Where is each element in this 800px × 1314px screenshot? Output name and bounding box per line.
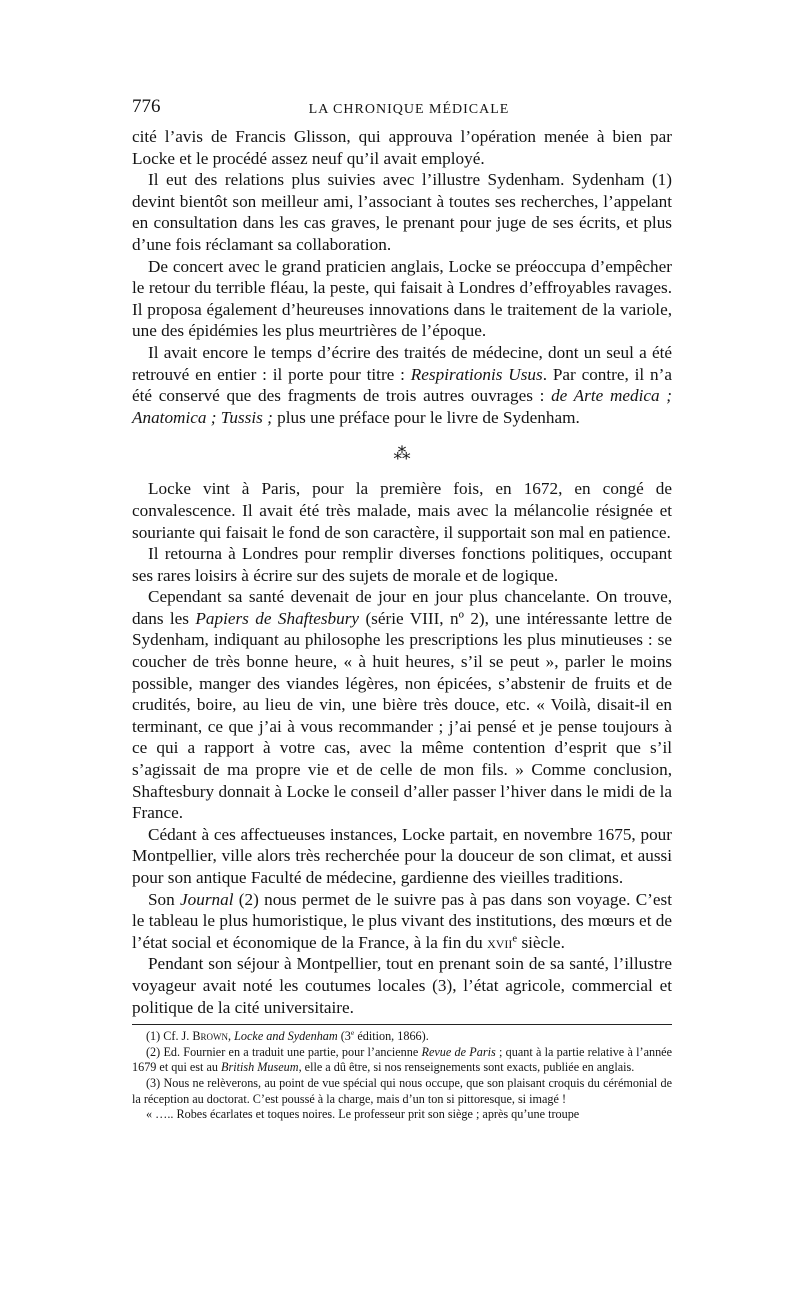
text-segment: De concert avec le grand praticien anglais, Locke se préoccupa d’empêcher le retour du terrible fléau, la peste, qui faisait à Londres d’effroyables ravages. Il proposa également d’heureuses innovations dans le traitement de la variole, une des épidémies les plus meurtrières de l’époque. bbox=[132, 256, 672, 341]
text-segment: e bbox=[350, 1028, 355, 1038]
text-segment: Il eut des relations plus suivies avec l’illustre Sydenham. Sydenham (1) devint bientôt son meilleur ami, l’associant à toutes ses recherches, l’appelant en consultation dans les cas graves, le prenant pour juge de ses écrits, et plus d’une fois réclamant sa collaboration. bbox=[132, 170, 672, 254]
text-segment: Cependant sa santé devenait de jour en jour plus chancelante. On trouve, dans les bbox=[132, 587, 672, 628]
footnote bbox=[132, 1107, 672, 1123]
paragraph bbox=[132, 824, 672, 889]
text-segment: ; quant à la partie relative à l’année 1679 et qui est au bbox=[132, 1044, 672, 1075]
text-segment: , bbox=[228, 1029, 235, 1044]
text-segment: (1) Cf. J. bbox=[146, 1029, 193, 1044]
text-segment: (3 bbox=[337, 1029, 351, 1044]
footnotes bbox=[132, 1029, 672, 1123]
body-text-bottom bbox=[132, 478, 672, 1018]
text-segment: e bbox=[512, 933, 518, 945]
running-title: LA CHRONIQUE MÉDICALE bbox=[308, 102, 510, 117]
text-segment: de Arte medica ; Anatomica ; Tussis ; bbox=[132, 386, 672, 427]
asterism: ⁂ bbox=[393, 444, 411, 464]
text-segment: cité l’avis de Francis Glisson, qui approuva l’opération menée à bien par Locke et le procédé assez neuf qu’il avait employé. bbox=[132, 127, 672, 168]
paragraph bbox=[132, 256, 672, 342]
text-segment: Il avait encore le temps d’écrire des traités de médecine, dont un seul a été retrouvé en entier : il porte pour titre : bbox=[132, 342, 672, 384]
paragraph bbox=[132, 953, 672, 1018]
text-segment: (3) Nous ne relèverons, au point de vue spécial qui nous occupe, que son plaisant croquis du cérémonial de la réception au doctorat. C’est poussé à la charge, mais d’un ton si pittoresque, si imagé ! bbox=[132, 1075, 672, 1106]
paragraph bbox=[132, 478, 672, 543]
text-segment: Locke vint à Paris, pour la première fois, en 1672, en congé de convalescence. Il avait été très malade, mais avec la mélancolie résignée et souriante qui faisait le fond de son caractère, il supportait son mal en patience. bbox=[132, 479, 672, 542]
footnote bbox=[132, 1076, 672, 1107]
text-segment: Brown bbox=[192, 1029, 229, 1044]
page-header bbox=[132, 96, 672, 126]
text-segment: plus une préface pour le livre de Sydenham. bbox=[272, 407, 580, 427]
text-segment: Respirationis Usus bbox=[410, 364, 543, 384]
paragraph bbox=[132, 126, 672, 169]
paragraph bbox=[132, 889, 672, 954]
text-segment: Pendant son séjour à Montpellier, tout en prenant soin de sa santé, l’illustre voyageur avait noté les coutumes locales (3), l’état agricole, commercial et politique de la cité universitaire. bbox=[132, 954, 672, 1017]
text-segment: (2) Ed. Fournier en a traduit une partie, pour l’ancienne bbox=[146, 1044, 422, 1059]
text-segment: , elle a dû être, si nos renseignements sont exacts, publiée en anglais. bbox=[298, 1060, 635, 1075]
text-segment: Cédant à ces affectueuses instances, Locke partait, en novembre 1675, pour Montpellier, ville alors très recherchée pour la douceur de son climat, et aussi pour son antique Faculté de médecine, gardienne des vieilles traditions. bbox=[132, 824, 672, 887]
text-segment: Papiers de Shaftesbury bbox=[195, 608, 360, 628]
paragraph bbox=[132, 342, 672, 428]
text-segment: British Museum bbox=[221, 1060, 299, 1075]
text-segment: Journal bbox=[180, 889, 234, 909]
footnote bbox=[132, 1029, 672, 1045]
text-segment: Il retourna à Londres pour remplir diverses fonctions politiques, occupant ses rares loisirs à écrire sur des sujets de morale et de logique. bbox=[132, 544, 672, 585]
text-segment: édition, 1866). bbox=[354, 1029, 429, 1044]
text-segment: Revue de Paris bbox=[421, 1044, 496, 1059]
text-segment: Son bbox=[148, 889, 181, 909]
text-segment: (2) nous permet de le suivre pas à pas dans son voyage. C’est le tableau le plus humoristique, le plus vivant des institutions, des mœurs et de l’état social et économique de la France, à la fin du bbox=[132, 889, 672, 952]
footnote bbox=[132, 1045, 672, 1076]
text-segment: siècle. bbox=[517, 932, 565, 952]
paragraph bbox=[132, 169, 672, 255]
footnote-rule bbox=[132, 1024, 672, 1025]
paragraph bbox=[132, 586, 672, 824]
text-segment: « ….. Robes écarlates et toques noires. Le professeur prit son siège ; après qu’une troupe bbox=[146, 1107, 580, 1122]
page bbox=[132, 96, 672, 1123]
text-segment: (série VIII, nº 2), une intéressante lettre de Sydenham, indiquant au philosophe les prescriptions les plus minutieuses : se coucher de très bonne heure, « à huit heures, s’il se peut », parler le moins possible, manger des viandes légères, non épicées, s’abstenir de fruits et de crudités, boire, au lieu de vin, une bière très douce, etc. « Voilà, disait-il en terminant, ce que j’ai à vous recommander ; j’ai pensé et je pense toujours à ce qui a rapport à votre cas, avec la même contention d’esprit que s’il s’agissait de ma propre vie et de celle de mon fils. » Comme conclusion, Shaftesbury donnait à Locke le conseil d’aller passer l’hiver dans le midi de la France. bbox=[132, 608, 672, 823]
text-segment: Locke and Sydenham bbox=[234, 1029, 338, 1044]
body-text-top bbox=[132, 126, 672, 428]
paragraph bbox=[132, 543, 672, 586]
text-segment: . Par contre, il n’a été conservé que des fragments de trois autres ouvrages : bbox=[132, 364, 672, 406]
text-segment: xvii bbox=[487, 932, 513, 952]
page-number: 776 bbox=[132, 96, 161, 117]
